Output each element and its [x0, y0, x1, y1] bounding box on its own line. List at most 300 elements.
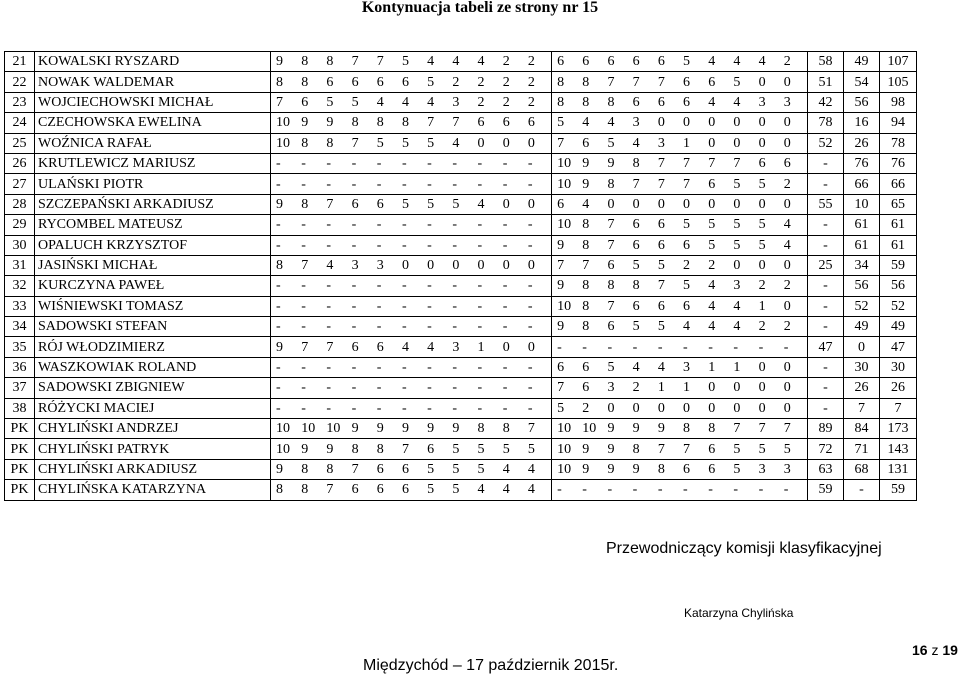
score-cell: 9 [271, 459, 300, 479]
score-cell: 7 [605, 235, 630, 255]
signature-title: Przewodniczący komisji klasyfikacyjnej [606, 540, 882, 557]
total-a: 52 [807, 133, 843, 153]
score-cell: 0 [501, 133, 526, 153]
score-cell: 8 [299, 480, 324, 500]
total-a: 72 [807, 439, 843, 459]
score-cell: 7 [350, 459, 375, 479]
total-sum: 131 [879, 459, 916, 479]
score-cell: 5 [631, 255, 656, 275]
score-cell: 4 [476, 52, 501, 72]
competitor-name: CHYLIŃSKI ARKADIUSZ [35, 459, 271, 479]
score-cell: - [526, 378, 552, 398]
total-a: 55 [807, 194, 843, 214]
score-cell: 0 [731, 194, 756, 214]
score-cell: 7 [350, 133, 375, 153]
score-cell: - [526, 174, 552, 194]
score-cell: - [400, 235, 425, 255]
score-cell: 1 [706, 357, 731, 377]
score-cell: 0 [731, 398, 756, 418]
score-cell: - [400, 215, 425, 235]
row-number: 29 [5, 215, 35, 235]
score-cell: - [631, 480, 656, 500]
score-cell: - [375, 276, 400, 296]
score-cell: 6 [580, 357, 605, 377]
row-number: 32 [5, 276, 35, 296]
score-cell: 1 [656, 378, 681, 398]
competitor-name: WIŚNIEWSKI TOMASZ [35, 296, 271, 316]
total-b: 56 [843, 276, 879, 296]
score-cell: 7 [706, 153, 731, 173]
total-a: - [807, 317, 843, 337]
score-cell: 4 [731, 52, 756, 72]
total-sum: 49 [879, 317, 916, 337]
total-b: 61 [843, 215, 879, 235]
score-cell: 4 [526, 459, 552, 479]
score-cell: 7 [375, 52, 400, 72]
table-row [5, 296, 917, 316]
total-sum: 47 [879, 337, 916, 357]
score-cell: 3 [681, 357, 706, 377]
score-cell: - [400, 276, 425, 296]
score-cell: 9 [375, 419, 400, 439]
score-cell: 8 [299, 459, 324, 479]
score-cell: - [299, 215, 324, 235]
score-cell: - [400, 174, 425, 194]
score-cell: 6 [681, 296, 706, 316]
score-cell: - [324, 215, 349, 235]
score-cell: - [501, 296, 526, 316]
score-cell: - [375, 378, 400, 398]
competitor-name: RYCOMBEL MATEUSZ [35, 215, 271, 235]
score-cell: - [450, 276, 475, 296]
competitor-name: JASIŃSKI MICHAŁ [35, 255, 271, 275]
row-number: 34 [5, 317, 35, 337]
total-a: 58 [807, 52, 843, 72]
total-sum: 143 [879, 439, 916, 459]
total-sum: 66 [879, 174, 916, 194]
score-cell: 7 [681, 153, 706, 173]
score-cell: 3 [757, 459, 782, 479]
score-cell: - [375, 215, 400, 235]
score-cell: 10 [552, 459, 581, 479]
score-cell: 7 [631, 174, 656, 194]
score-cell: - [400, 296, 425, 316]
total-b: 68 [843, 459, 879, 479]
total-sum: 65 [879, 194, 916, 214]
row-number: 37 [5, 378, 35, 398]
score-cell: 8 [580, 72, 605, 92]
score-cell: 5 [350, 92, 375, 112]
score-cell: 8 [324, 133, 349, 153]
score-cell: - [450, 317, 475, 337]
score-cell: 4 [580, 194, 605, 214]
score-cell: 3 [757, 92, 782, 112]
total-b: 66 [843, 174, 879, 194]
total-a: 25 [807, 255, 843, 275]
score-cell: - [299, 357, 324, 377]
score-cell: 6 [656, 215, 681, 235]
score-cell: 5 [425, 480, 450, 500]
score-cell: - [476, 296, 501, 316]
score-cell: - [425, 317, 450, 337]
score-cell: - [501, 153, 526, 173]
score-cell: 4 [476, 480, 501, 500]
score-cell: 0 [425, 255, 450, 275]
total-sum: 59 [879, 255, 916, 275]
page-title: Kontynuacja tabeli ze strony nr 15 [361, 0, 599, 16]
total-sum: 105 [879, 72, 916, 92]
score-cell: 7 [656, 439, 681, 459]
total-a: 78 [807, 113, 843, 133]
score-cell: 4 [706, 52, 731, 72]
score-cell: 3 [450, 92, 475, 112]
score-cell: 2 [501, 52, 526, 72]
table-row [5, 235, 917, 255]
score-cell: 6 [375, 194, 400, 214]
row-number: 23 [5, 92, 35, 112]
score-cell: 0 [782, 357, 808, 377]
row-number: PK [5, 439, 35, 459]
score-cell: - [350, 378, 375, 398]
page-number [912, 642, 958, 658]
score-cell: 6 [605, 317, 630, 337]
competitor-name: ULAŃSKI PIOTR [35, 174, 271, 194]
score-cell: 6 [580, 133, 605, 153]
competitor-name: CHYLIŃSKI PATRYK [35, 439, 271, 459]
score-cell: 0 [782, 133, 808, 153]
competitor-name: WOŹNICA RAFAŁ [35, 133, 271, 153]
table-row [5, 72, 917, 92]
score-cell: 0 [706, 113, 731, 133]
signature-name: Katarzyna Chylińska [684, 606, 794, 620]
score-cell: 5 [681, 52, 706, 72]
total-b: 49 [843, 317, 879, 337]
score-cell: 9 [631, 419, 656, 439]
score-cell: 4 [580, 113, 605, 133]
score-cell: 8 [271, 480, 300, 500]
score-cell: 4 [731, 92, 756, 112]
score-cell: 2 [757, 276, 782, 296]
score-cell: 7 [731, 419, 756, 439]
score-cell: - [757, 480, 782, 500]
score-cell: - [375, 296, 400, 316]
competitor-name: SADOWSKI ZBIGNIEW [35, 378, 271, 398]
score-cell: - [425, 378, 450, 398]
score-cell: 6 [580, 52, 605, 72]
score-cell: 7 [681, 439, 706, 459]
score-cell: 3 [656, 133, 681, 153]
total-a: 89 [807, 419, 843, 439]
total-b: 26 [843, 378, 879, 398]
score-cell: - [552, 480, 581, 500]
score-cell: 4 [757, 52, 782, 72]
score-cell: 5 [731, 235, 756, 255]
score-cell: 2 [782, 317, 808, 337]
score-cell: 4 [476, 194, 501, 214]
score-cell: 9 [324, 113, 349, 133]
total-b: 56 [843, 92, 879, 112]
score-cell: 4 [631, 133, 656, 153]
score-cell: 0 [757, 398, 782, 418]
score-cell: 6 [375, 480, 400, 500]
score-cell: - [271, 296, 300, 316]
score-cell: 7 [450, 113, 475, 133]
score-cell: 7 [656, 276, 681, 296]
score-cell: 7 [552, 378, 581, 398]
score-cell: 3 [375, 255, 400, 275]
competitor-name: KRUTLEWICZ MARIUSZ [35, 153, 271, 173]
score-cell: 0 [656, 194, 681, 214]
row-number: 22 [5, 72, 35, 92]
score-cell: 9 [580, 459, 605, 479]
score-cell: 8 [631, 276, 656, 296]
score-cell: - [526, 276, 552, 296]
total-sum: 78 [879, 133, 916, 153]
score-cell: - [425, 215, 450, 235]
total-b: 52 [843, 296, 879, 316]
score-cell: 9 [580, 153, 605, 173]
score-cell: - [450, 235, 475, 255]
total-sum: 61 [879, 215, 916, 235]
score-cell: 5 [757, 215, 782, 235]
score-cell: - [526, 235, 552, 255]
score-cell: - [350, 235, 375, 255]
score-cell: - [425, 235, 450, 255]
score-cell: 2 [501, 72, 526, 92]
score-cell: 2 [631, 378, 656, 398]
score-cell: - [526, 317, 552, 337]
score-cell: 5 [706, 235, 731, 255]
score-cell: - [324, 378, 349, 398]
score-cell: 2 [526, 52, 552, 72]
score-cell: 0 [605, 398, 630, 418]
score-cell: - [425, 174, 450, 194]
score-cell: 5 [656, 317, 681, 337]
competitor-name: NOWAK WALDEMAR [35, 72, 271, 92]
competitor-name: SZCZEPAŃSKI ARKADIUSZ [35, 194, 271, 214]
score-cell: 0 [731, 378, 756, 398]
score-cell: 0 [631, 398, 656, 418]
score-cell: 8 [706, 419, 731, 439]
score-cell: 9 [580, 439, 605, 459]
score-cell: - [552, 337, 581, 357]
score-cell: 2 [526, 72, 552, 92]
score-cell: - [656, 337, 681, 357]
score-cell: 0 [476, 133, 501, 153]
score-cell: 5 [681, 215, 706, 235]
score-cell: - [400, 378, 425, 398]
score-cell: 5 [425, 459, 450, 479]
score-cell: - [324, 235, 349, 255]
score-cell: 0 [656, 113, 681, 133]
score-cell: 4 [731, 296, 756, 316]
score-cell: 8 [299, 72, 324, 92]
score-cell: - [271, 317, 300, 337]
score-cell: 4 [501, 480, 526, 500]
total-sum: 7 [879, 398, 916, 418]
table-row [5, 317, 917, 337]
row-number: 33 [5, 296, 35, 316]
score-cell: 7 [324, 337, 349, 357]
score-cell: - [425, 296, 450, 316]
score-cell: - [425, 276, 450, 296]
score-cell: - [324, 296, 349, 316]
score-cell: 9 [631, 459, 656, 479]
competitor-name: WASZKOWIAK ROLAND [35, 357, 271, 377]
total-sum: 94 [879, 113, 916, 133]
score-cell: 0 [782, 72, 808, 92]
score-cell: - [271, 153, 300, 173]
score-cell: - [375, 235, 400, 255]
score-cell: - [324, 317, 349, 337]
score-cell: 6 [605, 52, 630, 72]
score-cell: 8 [580, 276, 605, 296]
score-cell: 0 [526, 133, 552, 153]
score-cell: 8 [324, 459, 349, 479]
score-cell: - [271, 357, 300, 377]
score-cell: 8 [324, 52, 349, 72]
score-cell: - [324, 357, 349, 377]
score-cell: 2 [782, 276, 808, 296]
row-number: 21 [5, 52, 35, 72]
score-cell: - [706, 480, 731, 500]
score-cell: 8 [350, 439, 375, 459]
score-cell: 0 [526, 255, 552, 275]
score-cell: 7 [324, 194, 349, 214]
row-number: 30 [5, 235, 35, 255]
score-cell: 8 [501, 419, 526, 439]
results-table-body [5, 52, 917, 501]
score-cell: 6 [350, 72, 375, 92]
score-cell: 8 [631, 153, 656, 173]
score-cell: 6 [656, 235, 681, 255]
score-cell: 6 [706, 72, 731, 92]
score-cell: 9 [552, 317, 581, 337]
table-row [5, 153, 917, 173]
score-cell: 8 [350, 113, 375, 133]
total-a: - [807, 276, 843, 296]
score-cell: - [731, 480, 756, 500]
score-cell: 6 [757, 153, 782, 173]
score-cell: 6 [299, 92, 324, 112]
score-cell: - [605, 337, 630, 357]
total-b: 71 [843, 439, 879, 459]
score-cell: 10 [271, 439, 300, 459]
score-cell: 5 [476, 459, 501, 479]
score-cell: 6 [350, 337, 375, 357]
score-cell: - [375, 398, 400, 418]
score-cell: 8 [580, 92, 605, 112]
score-cell: 0 [731, 255, 756, 275]
score-cell: 6 [425, 439, 450, 459]
score-cell: 6 [526, 113, 552, 133]
score-cell: - [476, 153, 501, 173]
score-cell: 5 [656, 255, 681, 275]
score-cell: 0 [782, 378, 808, 398]
score-cell: 7 [299, 255, 324, 275]
score-cell: 5 [731, 215, 756, 235]
score-cell: - [681, 480, 706, 500]
score-cell: 0 [782, 398, 808, 418]
score-cell: 0 [656, 398, 681, 418]
score-cell: - [656, 480, 681, 500]
score-cell: 5 [782, 439, 808, 459]
score-cell: 2 [501, 92, 526, 112]
score-cell: - [299, 235, 324, 255]
score-cell: 6 [501, 113, 526, 133]
score-cell: 3 [782, 459, 808, 479]
score-cell: - [375, 153, 400, 173]
score-cell: 5 [375, 133, 400, 153]
score-cell: 7 [526, 419, 552, 439]
score-cell: 8 [681, 419, 706, 439]
score-cell: 4 [400, 337, 425, 357]
total-b: 26 [843, 133, 879, 153]
score-cell: 6 [400, 480, 425, 500]
score-cell: 6 [631, 215, 656, 235]
score-cell: 5 [706, 215, 731, 235]
score-cell: 5 [757, 439, 782, 459]
score-cell: 1 [476, 337, 501, 357]
row-number: PK [5, 480, 35, 500]
score-cell: - [450, 357, 475, 377]
score-cell: 8 [552, 92, 581, 112]
score-cell: 9 [450, 419, 475, 439]
competitor-name: SADOWSKI STEFAN [35, 317, 271, 337]
score-cell: 4 [656, 357, 681, 377]
score-cell: 6 [681, 72, 706, 92]
competitor-name: CHYLIŃSKI ANDRZEJ [35, 419, 271, 439]
score-cell: - [324, 174, 349, 194]
score-cell: 6 [375, 337, 400, 357]
score-cell: 10 [580, 419, 605, 439]
score-cell: - [299, 398, 324, 418]
score-cell: 3 [450, 337, 475, 357]
score-cell: 9 [552, 276, 581, 296]
score-cell: - [501, 174, 526, 194]
score-cell: 10 [299, 419, 324, 439]
score-cell: 5 [757, 235, 782, 255]
score-cell: - [375, 317, 400, 337]
score-cell: 0 [450, 255, 475, 275]
score-cell: 2 [681, 255, 706, 275]
score-cell: 4 [681, 317, 706, 337]
total-b: 7 [843, 398, 879, 418]
score-cell: 8 [400, 113, 425, 133]
total-a: 51 [807, 72, 843, 92]
score-cell: - [476, 276, 501, 296]
total-sum: 52 [879, 296, 916, 316]
score-cell: 0 [681, 194, 706, 214]
score-cell: - [706, 337, 731, 357]
competitor-name: CZECHOWSKA EWELINA [35, 113, 271, 133]
score-cell: 6 [552, 194, 581, 214]
score-cell: - [450, 174, 475, 194]
total-sum: 98 [879, 92, 916, 112]
score-cell: - [501, 276, 526, 296]
score-cell: 9 [605, 153, 630, 173]
score-cell: 6 [375, 72, 400, 92]
score-cell: 2 [580, 398, 605, 418]
score-cell: 9 [400, 419, 425, 439]
score-cell: 5 [425, 72, 450, 92]
score-cell: 4 [526, 480, 552, 500]
score-cell: 10 [271, 113, 300, 133]
score-cell: 6 [350, 194, 375, 214]
score-cell: - [526, 357, 552, 377]
score-cell: 0 [526, 337, 552, 357]
table-row [5, 92, 917, 112]
